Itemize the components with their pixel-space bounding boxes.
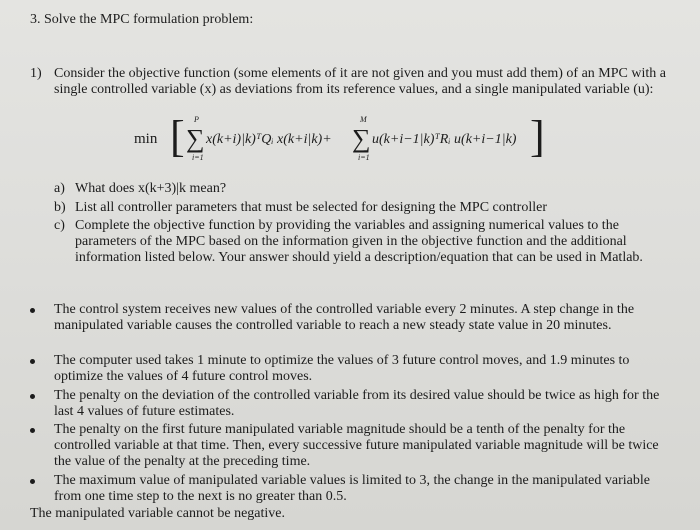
question-1-text: Consider the objective function (some elements of it are not given and you must add them) of an MPC with a single controlled variable (x) as deviations from its reference values, and a single manipulated variable (u): <box>54 66 666 97</box>
question-1-number: 1) <box>30 66 42 81</box>
list-item-text: The control system receives new values of the controlled variable every 2 minutes. A step change in the manipulated variable causes the controlled variable to reach a new steady state value in 20 minutes. <box>54 302 635 333</box>
list-item-text: The penalty on the first future manipulated variable magnitude should be a tenth of the penalty for the controlled variable at that time. Then, every successive future manipulated variable magnitude will be twice the value of the penalty at the preceding time. <box>54 422 659 469</box>
subquestion-text: What does x(k+3)|k mean? <box>75 181 227 196</box>
final-constraint: The manipulated variable cannot be negative. <box>30 506 286 521</box>
subquestion-label: c) <box>54 218 65 233</box>
bullet-dot-icon <box>30 479 35 484</box>
sum1-symbol: ∑ <box>186 124 205 153</box>
bullet-dot-icon <box>30 428 35 433</box>
bullet-dot-icon <box>30 394 35 399</box>
right-bracket: ] <box>530 112 545 161</box>
list-item-text: The computer used takes 1 minute to optimize the values of 3 future control moves, and 1.9 minutes to optimize the values of 4 future control moves. <box>54 353 630 384</box>
term1: x(k+i)|k)ᵀQᵢ x(k+i|k)+ <box>206 132 332 147</box>
min-operator: min <box>134 131 158 147</box>
term2: u(k+i−1|k)ᵀRᵢ u(k+i−1|k) <box>372 132 517 147</box>
bullet-dot-icon <box>30 308 35 313</box>
sum1-upper-limit: P <box>194 115 199 124</box>
sum1-lower-limit: i=1 <box>192 153 204 162</box>
sum2-upper-limit: M <box>360 115 367 124</box>
subquestion-label: b) <box>54 200 66 215</box>
objective-function <box>134 112 554 164</box>
bullet-dot-icon <box>30 359 35 364</box>
sum2-symbol: ∑ <box>352 124 371 153</box>
list-item-text: The penalty on the deviation of the controlled variable from its desired value should be twice as high for the last 4 values of future estimates. <box>54 388 660 419</box>
sum2-lower-limit: i=1 <box>358 153 370 162</box>
left-bracket: [ <box>170 112 185 161</box>
list-item-text: The maximum value of manipulated variable values is limited to 3, the change in the manipulated variable from one time step to the next is no greater than 0.5. <box>54 473 650 504</box>
problem-heading: 3. Solve the MPC formulation problem: <box>30 12 254 27</box>
subquestion-text: List all controller parameters that must be selected for designing the MPC controller <box>75 200 547 215</box>
subquestion-text: Complete the objective function by providing the variables and assigning numerical values to the parameters of the MPC based on the information given in the objective function and the additional information listed below. Your answer should yield a description/equation that can be used in Matlab. <box>75 218 643 265</box>
subquestion-label: a) <box>54 181 65 196</box>
